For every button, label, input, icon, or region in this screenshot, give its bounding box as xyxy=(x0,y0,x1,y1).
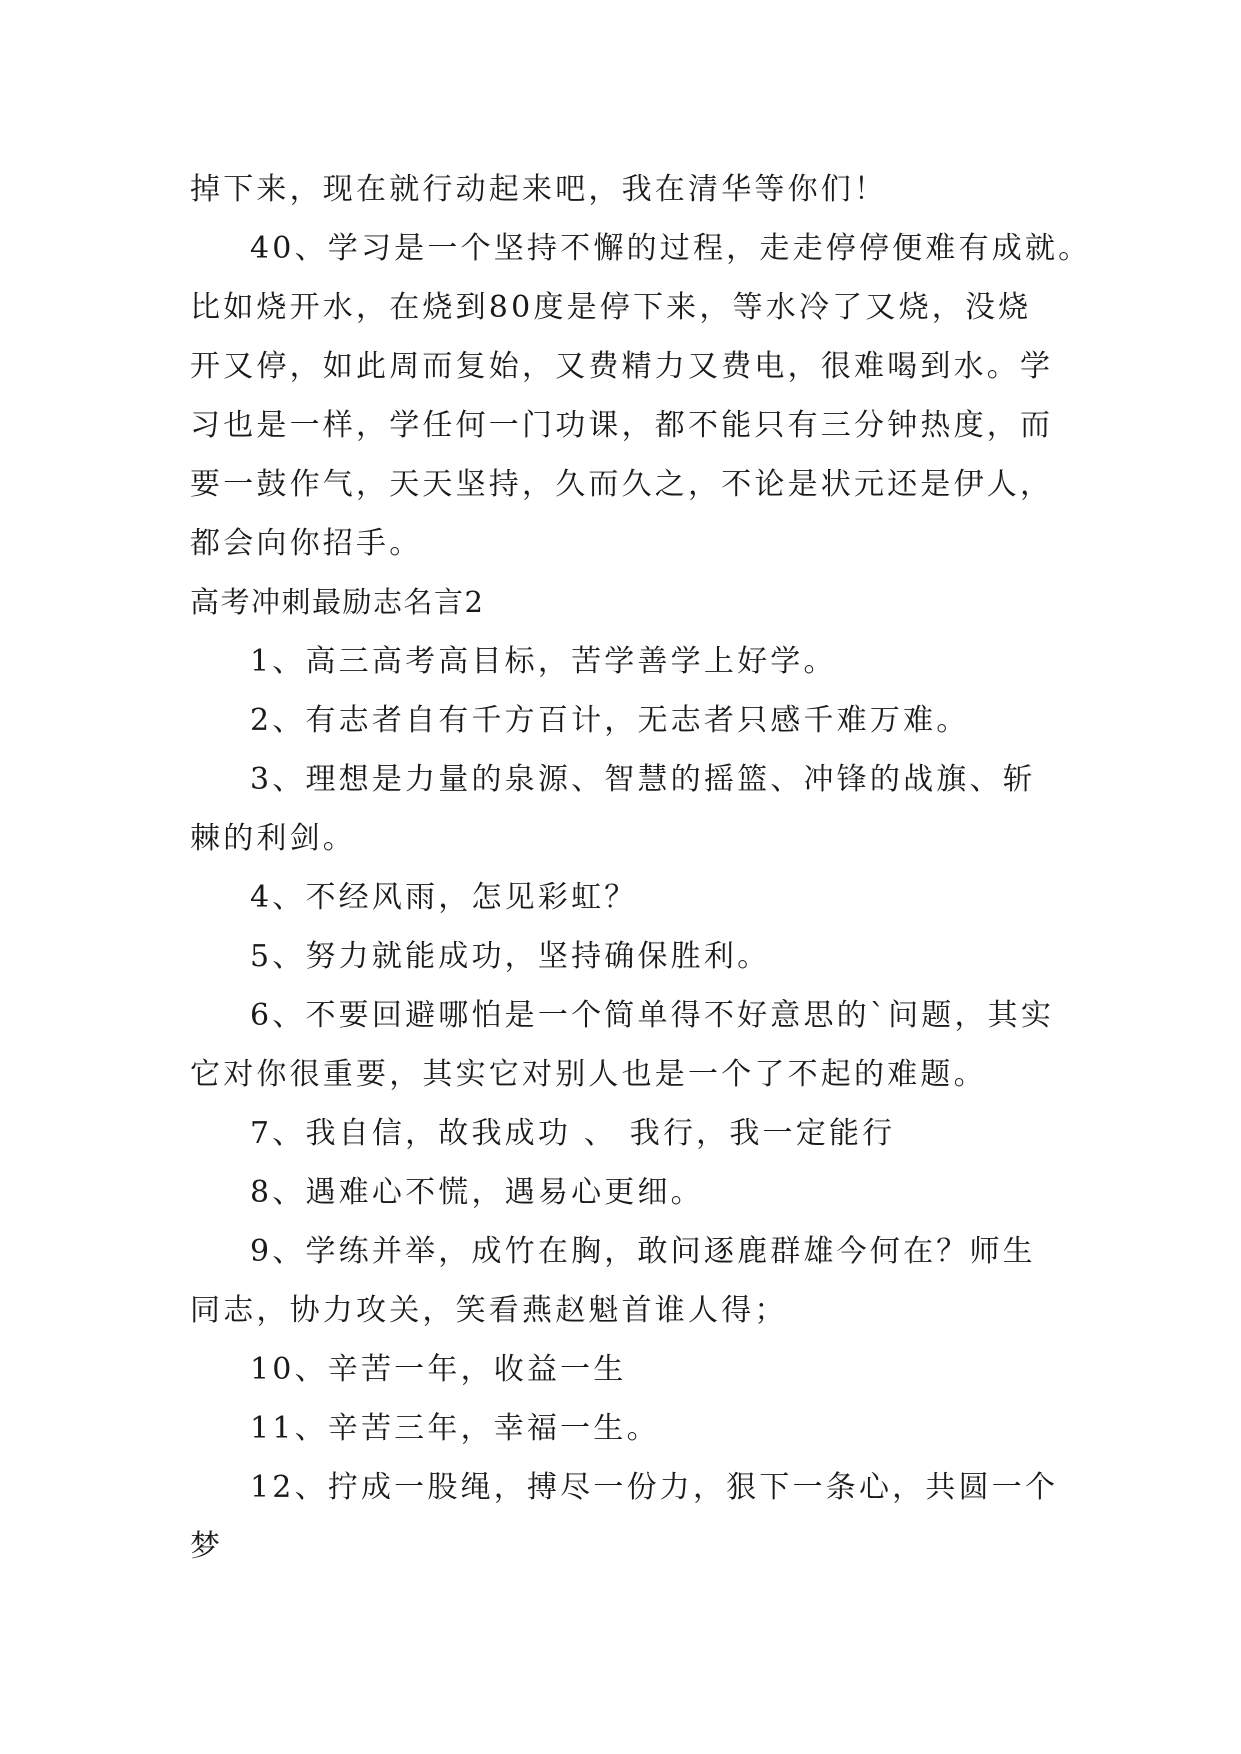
text-line: 比如烧开水，在烧到80度是停下来，等水冷了又烧，没烧 xyxy=(190,290,1032,325)
text-line: 它对你很重要，其实它对别人也是一个了不起的难题。 xyxy=(190,1057,987,1092)
text-line: 2、有志者自有千方百计，无志者只感千难万难。 xyxy=(250,703,970,738)
text-line: 都会向你招手。 xyxy=(190,526,423,561)
text-line: 开又停，如此周而复始，又费精力又费电，很难喝到水。学 xyxy=(190,349,1054,384)
text-line: 12、拧成一股绳，搏尽一份力，狠下一条心，共圆一个 xyxy=(250,1470,1059,1505)
text-line: 40、学习是一个坚持不懈的过程，走走停停便难有成就。 xyxy=(250,231,1092,266)
text-line: 要一鼓作气，天天坚持，久而久之，不论是状元还是伊人， xyxy=(190,467,1054,502)
document-page xyxy=(190,160,1092,1576)
text-line: 6、不要回避哪怕是一个简单得不好意思的`问题，其实 xyxy=(250,998,1055,1033)
text-line: 11、辛苦三年，幸福一生。 xyxy=(250,1411,660,1446)
text-line: 3、理想是力量的泉源、智慧的摇篮、冲锋的战旗、斩 xyxy=(250,762,1036,797)
text-line: 4、不经风雨，怎见彩虹？ xyxy=(250,880,638,915)
text-line: 5、努力就能成功，坚持确保胜利。 xyxy=(250,939,771,974)
text-line: 10、辛苦一年，收益一生 xyxy=(250,1352,627,1387)
text-line: 棘的利剑。 xyxy=(190,821,356,856)
text-line: 9、学练并举，成竹在胸，敢问逐鹿群雄今何在？师生 xyxy=(250,1234,1036,1269)
text-line: 8、遇难心不慌，遇易心更细。 xyxy=(250,1175,704,1210)
section-heading: 高考冲刺最励志名言2 xyxy=(190,585,485,619)
text-line: 1、高三高考高目标，苦学善学上好学。 xyxy=(250,644,837,679)
text-line: 习也是一样，学任何一门功课，都不能只有三分钟热度，而 xyxy=(190,408,1054,443)
text-line: 掉下来，现在就行动起来吧，我在清华等你们！ xyxy=(190,172,888,207)
text-line: 梦 xyxy=(190,1529,224,1564)
text-line: 7、我自信，故我成功 、 我行，我一定能行 xyxy=(250,1116,896,1151)
text-line: 同志，协力攻关，笑看燕赵魁首谁人得； xyxy=(190,1293,788,1328)
